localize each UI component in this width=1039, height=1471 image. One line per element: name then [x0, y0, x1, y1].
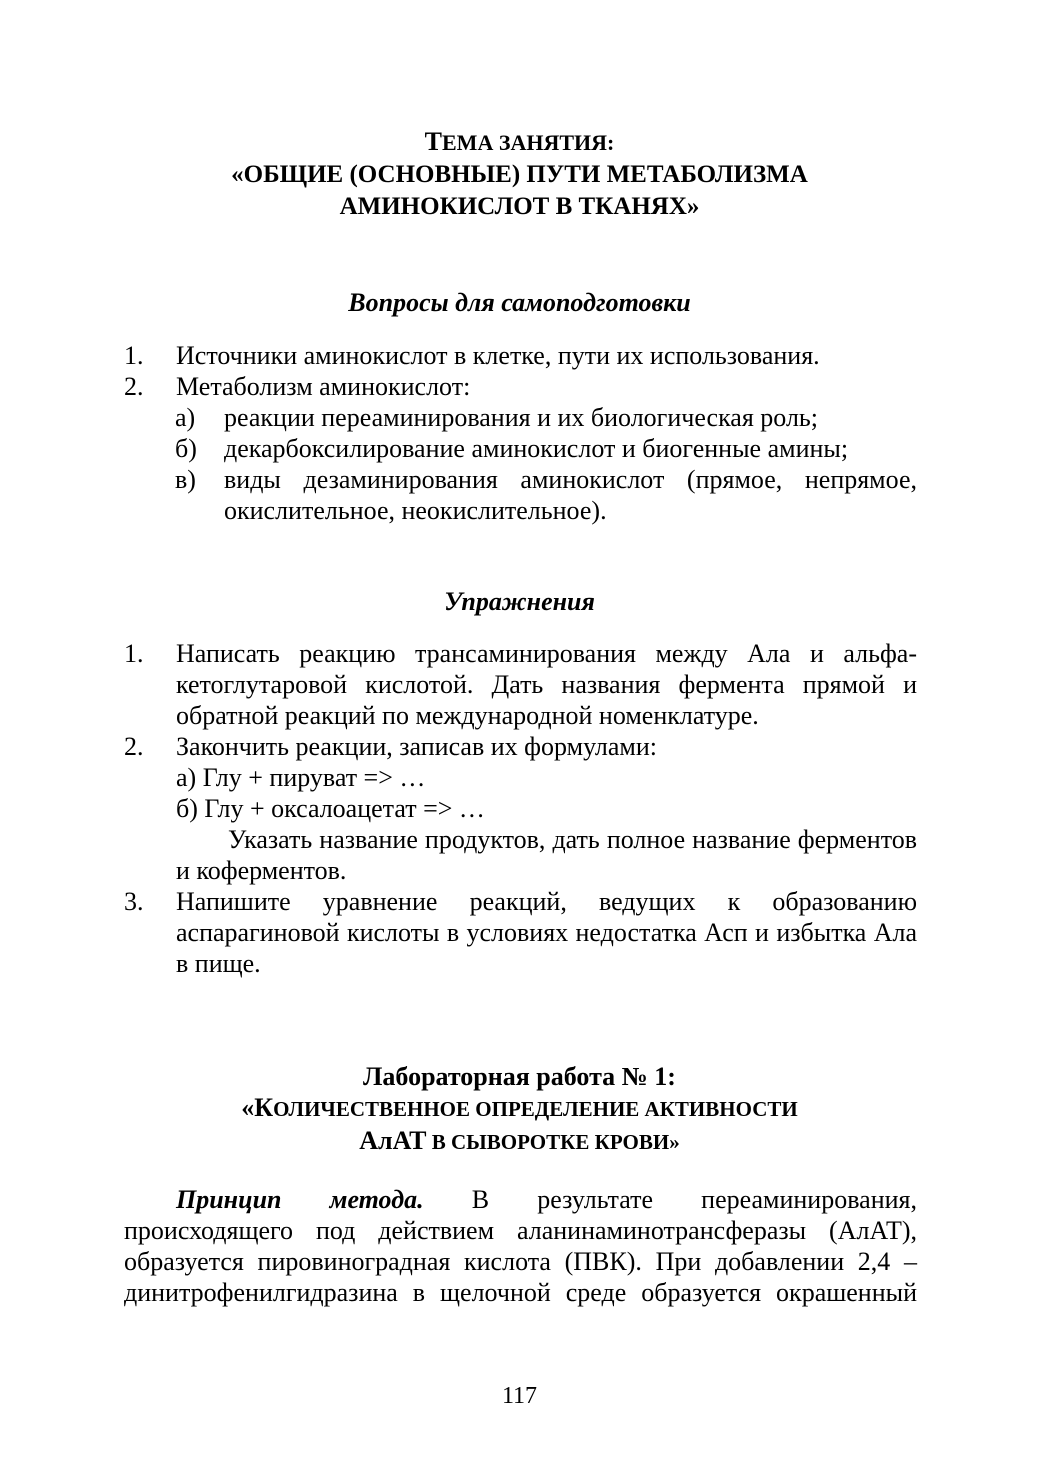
- lab-subtitle-line2: АлАТ В СЫВОРОТКЕ КРОВИ»: [359, 1126, 680, 1155]
- topic-label: ТЕМА ЗАНЯТИЯ:: [424, 127, 615, 156]
- lab-subtitle-line1: «КОЛИЧЕСТВЕННОЕ ОПРЕДЕЛЕНИЕ АКТИВНОСТИ: [241, 1093, 798, 1122]
- reaction-line: а) Глу + пируват => …: [176, 763, 426, 792]
- question-subitem: в) виды дезаминирования аминокислот (прямое, непрямое, окислительное, неокислительное).: [175, 465, 917, 525]
- page-number: 117: [501, 1383, 538, 1409]
- question-subitem: а) реакции переаминирования и их биологическая роль;: [175, 403, 819, 432]
- question-subitem: б) декарбоксилирование аминокислот и биогенные амины;: [175, 434, 849, 463]
- lab-header: [0, 1061, 1039, 1158]
- method-principle-paragraph: [124, 1184, 917, 1308]
- exercise-item: 2. Закончить реакции, записав их формулами:: [124, 732, 658, 761]
- topic-title-line2: АМИНОКИСЛОТ В ТКАНЯХ»: [339, 193, 700, 220]
- lab-title: Лабораторная работа № 1:: [363, 1062, 676, 1091]
- principle-text: В результате переаминирования, происходящего под действием аланинаминотрансферазы (АлАТ), образуется пировиноградная кислота (ПВК). При добавлении 2,4 – динитрофенилгидразина в щелочной среде образуется окрашенный: [124, 1185, 917, 1307]
- exercise-item: 1. Написать реакцию трансаминирования между Ала и альфа-кетоглутаровой кислотой. Дать названия фермента прямой и обратной реакций по международной номенклатуре.: [124, 639, 917, 730]
- question-item: 1. Источники аминокислот в клетке, пути их использования.: [124, 341, 820, 370]
- reaction-line: б) Глу + оксалоацетат => …: [176, 794, 485, 823]
- question-item: 2. Метаболизм аминокислот:: [124, 372, 471, 401]
- exercise-item: 3. Напишите уравнение реакций, ведущих к образованию аспарагиновой кислоты в условиях недостатка Асп и избытка Ала в пище.: [124, 887, 917, 978]
- topic-header: [0, 126, 1039, 223]
- topic-title-line1: «ОБЩИЕ (ОСНОВНЫЕ) ПУТИ МЕТАБОЛИЗМА: [231, 161, 808, 188]
- exercises-list: [124, 638, 917, 979]
- questions-heading: Вопросы для самоподготовки: [348, 288, 691, 317]
- exercise-note: Указать название продуктов, дать полное название ферментов и коферментов.: [176, 825, 917, 885]
- questions-list: [124, 340, 917, 526]
- exercises-heading: Упражнения: [444, 587, 595, 616]
- principle-lead: Принцип метода.: [176, 1185, 424, 1214]
